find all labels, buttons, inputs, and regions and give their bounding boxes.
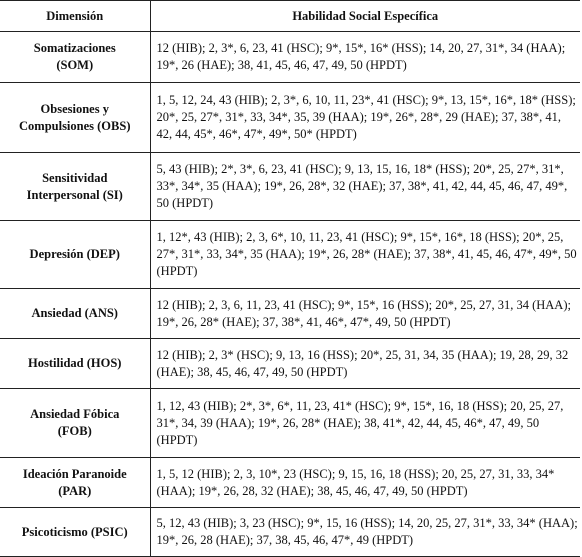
dimension-name: Ansiedad (ANS) <box>31 306 118 320</box>
dimension-name: Ideación Paranoide <box>22 466 127 481</box>
header-skill: Habilidad Social Específica <box>150 1 580 32</box>
dimension-name: Psicoticismo (PSIC) <box>21 524 128 539</box>
skills-cell: 12 (HIB); 2, 3, 6, 11, 23, 41 (HSC); 9*, 15*, 16 (HSS); 20*, 25, 27, 31, 34 (HAA); 19*, 26, 28* (HAE); 37, 38*, 41, 46*, 47*, 49, 50 (HPDT) <box>150 289 580 339</box>
skills-cell: 1, 12*, 43 (HIB); 2, 3, 6*, 10, 11, 23, 41 (HSC); 9*, 15*, 16*, 18 (HSS); 20*, 25, 27*, 31*, 33, 34*, 35 (HAA); 19*, 26, 28* (HAE); 37, 38*, 41, 45, 46, 47*, 49*, 50 (HPDT) <box>150 221 580 289</box>
table-row <box>0 289 580 339</box>
dimension-abbrev: Interpersonal (SI) <box>26 187 123 202</box>
skills-cell: 1, 5, 12 (HIB); 2, 3, 10*, 23 (HSC); 9, 15, 16, 18 (HSS); 20, 25, 27, 31, 33, 34* (HAA); 19*, 26, 28, 32 (HAE); 38, 45, 46, 47, 49, 50 (HPDT) <box>150 458 580 508</box>
dimension-name: Hostilidad (HOS) <box>28 356 122 370</box>
dimension-abbrev: Compulsiones (OBS) <box>19 118 131 133</box>
table-row <box>0 339 580 389</box>
dimension-name: Sensitividad <box>42 170 108 185</box>
dimension-cell <box>0 83 150 153</box>
skills-cell: 5, 12, 43 (HIB); 3, 23 (HSC); 9*, 15, 16 (HSS); 14, 20, 25, 27, 31*, 33, 34* (HAA); 19*, 26, 28 (HAE); 37, 38, 45, 46, 47*, 49 (HPDT) <box>150 508 580 557</box>
skills-cell: 1, 12, 43 (HIB); 2*, 3*, 6*, 11, 23, 41* (HSC); 9*, 15*, 16, 18 (HSS); 20, 25, 27, 31*, 34, 39 (HAA); 19*, 26, 28* (HAE); 38, 41*, 42, 44, 45, 46*, 47, 49, 50 (HPDT) <box>150 389 580 458</box>
dimension-cell <box>0 458 150 508</box>
dimension-cell <box>0 508 150 557</box>
dimension-name: Ansiedad Fóbica <box>30 407 120 421</box>
dimension-name: Depresión (DEP) <box>29 247 120 261</box>
table-row <box>0 458 580 508</box>
dimension-abbrev: (PAR) <box>58 483 92 498</box>
dimension-abbrev: (SOM) <box>56 58 94 72</box>
dimension-cell <box>0 339 150 389</box>
skills-cell: 5, 43 (HIB); 2*, 3*, 6, 23, 41 (HSC); 9, 13, 15, 16, 18* (HSS); 20*, 25, 27*, 31*, 33*, 34*, 35 (HAA); 19*, 26, 28*, 32 (HAE); 37, 38*, 41, 42, 44, 45, 46, 47, 49*, 50 (HPDT) <box>150 153 580 221</box>
dimension-cell <box>0 289 150 339</box>
dimension-cell <box>0 32 150 83</box>
table-row <box>0 32 580 83</box>
skills-cell: 1, 5, 12, 24, 43 (HIB); 2, 3*, 6, 10, 11, 23*, 41 (HSC); 9*, 13, 15*, 16*, 18* (HSS); 20*, 25, 27*, 31*, 33, 34*, 35, 39 (HAA); 19*, 26*, 28*, 29 (HAE); 37, 38*, 41, 42, 44, 45*, 46*, 47*, 49*, 50* (HPDT) <box>150 83 580 153</box>
table-row <box>0 83 580 153</box>
skills-cell: 12 (HIB); 2, 3* (HSC); 9, 13, 16 (HSS); 20*, 25, 31, 34, 35 (HAA); 19, 28, 29, 32 (HAE); 38, 45, 46, 47, 49, 50 (HPDT) <box>150 339 580 389</box>
table-row <box>0 508 580 557</box>
dimension-cell <box>0 153 150 221</box>
table-header-row <box>0 1 580 32</box>
skills-cell: 12 (HIB); 2, 3*, 6, 23, 41 (HSC); 9*, 15*, 16* (HSS); 14, 20, 27, 31*, 34 (HAA); 19*, 26 (HAE); 38, 41, 45, 46, 47, 49, 50 (HPDT) <box>150 32 580 83</box>
dimension-name: Obsesiones y <box>40 101 109 116</box>
dimension-cell <box>0 221 150 289</box>
header-dimension: Dimensión <box>0 1 150 32</box>
dimension-abbrev: (FOB) <box>57 424 92 438</box>
table-row <box>0 221 580 289</box>
table-row <box>0 389 580 458</box>
table-row <box>0 153 580 221</box>
dimension-cell <box>0 389 150 458</box>
dimension-name: Somatizaciones <box>33 41 116 55</box>
